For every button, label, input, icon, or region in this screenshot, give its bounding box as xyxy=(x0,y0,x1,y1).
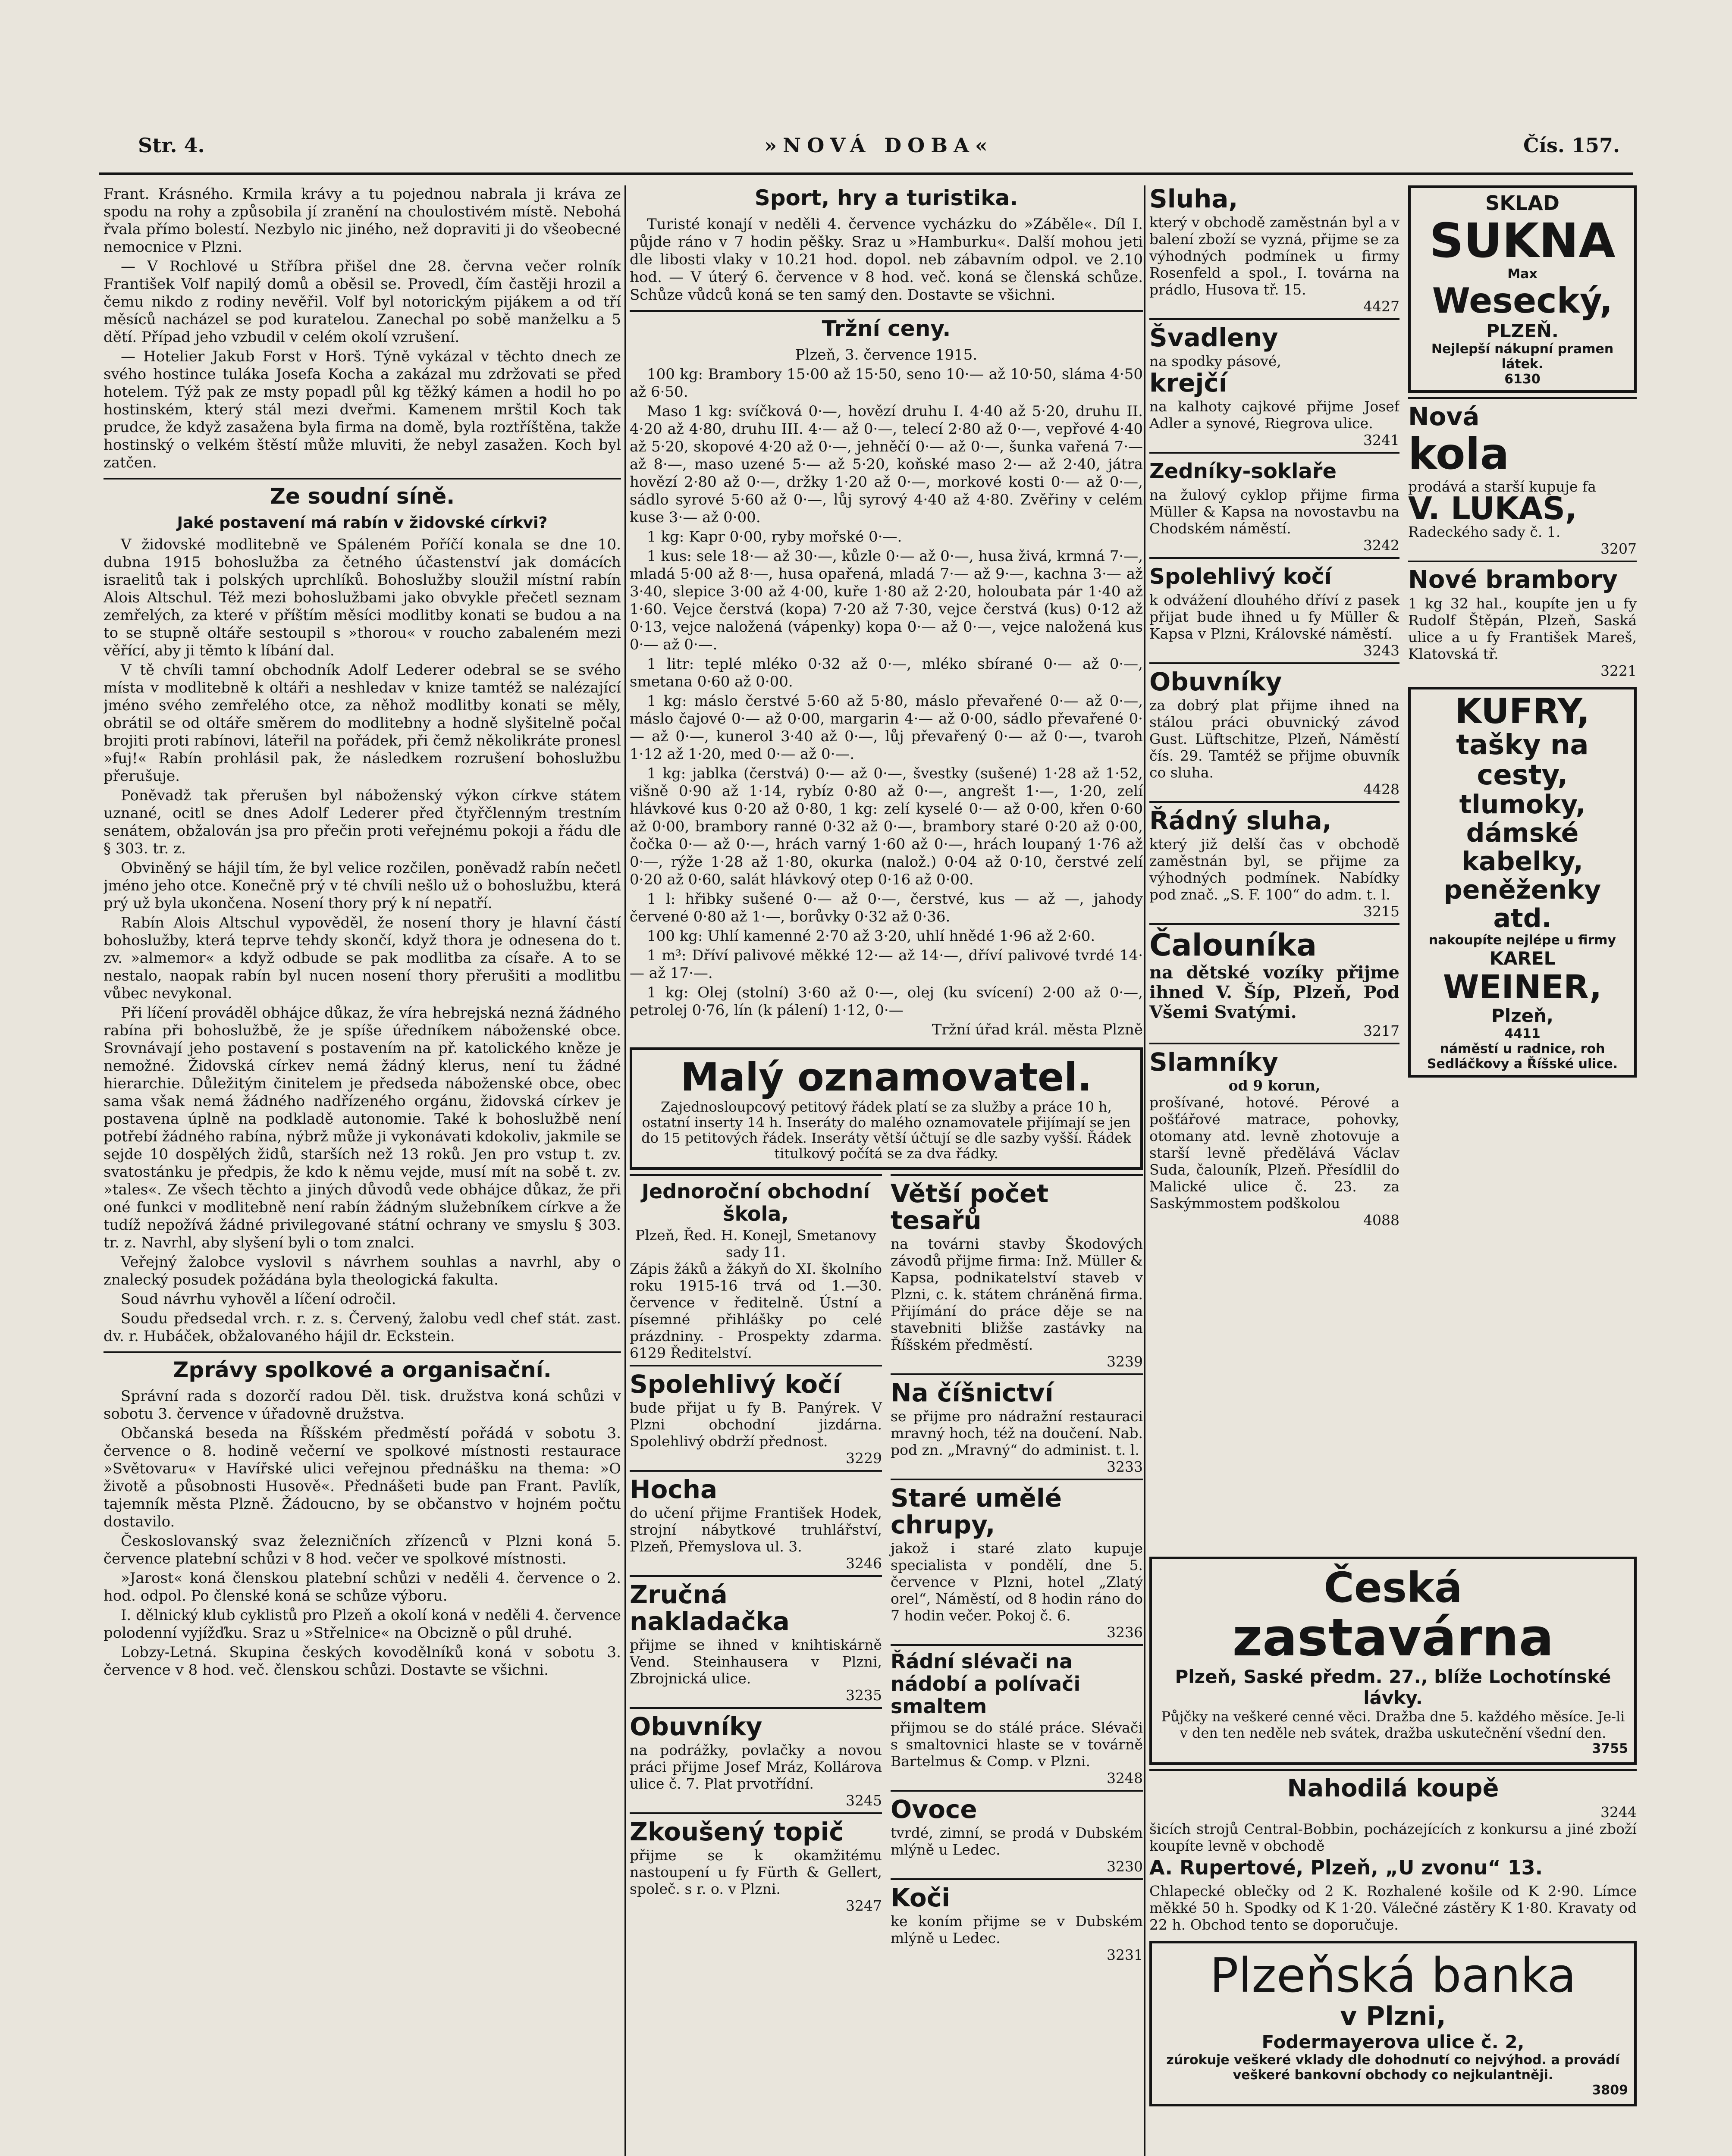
page-header xyxy=(138,129,1620,164)
column-1 xyxy=(104,185,621,2156)
ad-title: Jednoroční obchodní škola, xyxy=(641,1180,870,1225)
classifieds-rates: Zajednosloupcový petitový řádek platí se za služby a práce 10 h, ostatní inserty 14 h. Inseráty do malého oznamovatele přijímají se jen do 15 petitových řádek. Inseráty větší účtují se dle sazby vyšší. Řádek titulkový počítá se za dva řádky. xyxy=(641,1099,1131,1162)
market-prices: 1 litr: teplé mléko 0·32 až 0·—, mléko sbírané 0·— až 0·—, smetana 0·60 až 0·00. xyxy=(630,655,1143,690)
ad-number: 3245 xyxy=(846,1792,882,1809)
ad-title: Obuvníky xyxy=(1149,667,1282,696)
ad-line: Wesecký, xyxy=(1432,281,1613,321)
ad-text: ke koním přijme se v Dubském mlýně u Ledec. xyxy=(891,1913,1143,1946)
ad-title: Na číšnictví xyxy=(891,1378,1054,1407)
ad-line: Nejlepší nákupní pramen látek. xyxy=(1431,342,1614,372)
ad-number: 4427 xyxy=(1363,298,1399,315)
article-paragraph: Soudu předsedal vrch. r. z. s. Červený, žalobu vedl chef stát. zast. dv. r. Hubáček, obžalovaného hájil dr. Eckstein. xyxy=(104,1310,621,1345)
masthead: »NOVÁ DOBA« xyxy=(764,134,994,157)
ad-text: prošívané, hotové. Pérové a pošťářové matrace, pohovky, otomany atd. levně zhotovuje a starší levně předělává Václav Suda, čalouník, Plzeň. Přesídlil do Malické ulice č. 23. za Saskýmmostem podškolou xyxy=(1149,1094,1399,1212)
nahodila-koupe-ad xyxy=(1149,1769,1637,1937)
classified-ad xyxy=(1149,1043,1399,1232)
ad-text: k odvážení dlouhého dříví z pasek přijat bude ihned u fy Müller & Kapsa v Plzni, Královské náměstí. xyxy=(1149,592,1399,642)
ad-line: PLZEŇ. xyxy=(1486,320,1559,342)
ad-title: Spolehlivý kočí xyxy=(1149,564,1332,589)
ad-number: 3247 xyxy=(846,1897,882,1914)
classified-ad xyxy=(891,1479,1143,1644)
ad-number: 3755 xyxy=(1592,1741,1628,1756)
ad-line: tašky na cesty, xyxy=(1456,729,1589,791)
ad-text: Radeckého sady č. 1. xyxy=(1408,523,1561,540)
column-divider xyxy=(624,185,626,2156)
ad-text: 1 kg 32 hal., koupíte jen u fy Rudolf Štěpán, Plzeň, Saská ulice a u fy František Mareš, Klatovská tř. xyxy=(1408,595,1637,662)
ad-title: Spolehlivý kočí xyxy=(630,1369,841,1399)
ad-title: Nová xyxy=(1408,402,1480,431)
ad-text: na podrážky, povlačky a novou práci přijme Josef Mráz, Kollárova ulice č. 7. Plat prvotřídní. xyxy=(630,1742,882,1792)
market-signature: Tržní úřad král. města Plzně xyxy=(932,1021,1143,1038)
market-prices: 1 kg: Olej (stolní) 3·60 až 0·—, olej (ku svícení) 2·00 až 0·—, petrolej 0·76, lín (k pálení) 1·12, 0·— xyxy=(630,984,1143,1019)
classified-ad xyxy=(891,1174,1143,1373)
ad-line: nakoupíte nejlépe u firmy xyxy=(1428,933,1616,948)
ad-title: Hocha xyxy=(630,1475,718,1504)
ad-title: Staré umělé chrupy, xyxy=(891,1483,1062,1539)
ad-title: Obuvníky xyxy=(630,1712,762,1741)
classified-ad xyxy=(1149,452,1399,557)
issue-number: Čís. 157. xyxy=(1523,134,1620,157)
article-paragraph: — Hotelier Jakub Forst v Horš. Týně vykázal v těchto dnech ze svého hostince tuláka Josefa Kocha a zakázal mu zdržovati se před hotelem. Týž pak ze msty popadl půl kg těžký kámen a hodil ho po hostinském, který stál mezi dveřmi. Kamenem mrštil Koch tak prudce, že když zasažena byla firma na domě, byla roztříštěna, takže hostinský o velkém štěstí může mluviti, že nebyl zasažen. Koch byl zatčen. xyxy=(104,348,621,471)
ad-text: bude přijat u fy B. Panýrek. V Plzni obchodní jizdárna. Spolehlivý obdrží přednost. xyxy=(630,1399,882,1450)
ad-firm: V. LUKAS, xyxy=(1408,490,1577,526)
ad-number: 3207 xyxy=(1600,540,1637,557)
article-paragraph: Při líčení prováděl obhájce důkaz, že víra hebrejská nezná žádného rabína při bohoslužbě, že je spíše úředníkem náboženské obce. Srovnávají jeho postavení s postavením na př. katolického kněze je nemožné. Židovská církev nemá žádný klerus, není tu žádné hierarchie. Důležitým činitelem je předseda náboženské obce, obec sama však nemá žádného nadřízeného orgánu, židovská církev je postavena úplně na podkladě autonomie. Také k bohoslužbě není potřebí žádného rabína, nýbrž může ji vykonávati kdokoliv, jakmile se sejde 10 dospělých židů, starších než 13 roků. Jen pro vstup t. zv. svatostánku je předpis, že kdo k němu vejde, musí mít na sobě t. zv. »tales«. Ze všech těchto a jiných důvodů vede obhájce důkaz, že při oné funkci v modlitebně není rabín žádným služebníkem církve a že tudíž nepožívá žádné privilegované státní ochrany ve smyslu § 303. tr. z. Navrhl, aby slyšení byli o tom znalci. xyxy=(104,1004,621,1251)
classifieds-right xyxy=(891,1174,1143,1967)
ad-number: 3233 xyxy=(1107,1458,1143,1475)
column-4-display-ads xyxy=(1408,185,1637,1542)
ad-number: 3221 xyxy=(1600,662,1637,679)
ad-text: se přijme pro nádražní restauraci mravný hoch, též na doučení. Nab. pod zn. „Mravný“ do administ. t. l. xyxy=(891,1408,1143,1458)
ad-text: přijme se ihned v knihtiskárně Vend. Steinhausera v Plzni, Zbrojnická ulice. xyxy=(630,1636,882,1687)
ad-title: Čalouníka xyxy=(1149,928,1317,963)
ad-text: na továrni stavby Škodových závodů přijme firma: Inž. Müller & Kapsa, podnikatelství staveb v Plzni, c. k. státem chráněná firma. Přijímání do práce děje se na stavebniti bližše zastávky na Říšském předměstí. xyxy=(891,1235,1143,1353)
ad-firm: A. Rupertové, Plzeň, „U zvonu“ 13. xyxy=(1149,1856,1543,1879)
ad-title: krejčí xyxy=(1149,368,1227,398)
ad-text: tvrdé, zimní, se prodá v Dubském mlýně u Ledec. xyxy=(891,1824,1143,1858)
market-prices: 1 kg: Kapr 0·00, ryby mořské 0·—. xyxy=(647,528,902,545)
article-paragraph: »Jarost« koná členskou platební schůzi v neděli 4. července o 2. hod. odpol. Po členské koná se schůze výboru. xyxy=(104,1570,621,1604)
market-prices: 1 kg: jablka (čerstvá) 0·— až 0·—, švestky (sušené) 1·28 až 1·52, višně 0·90 až 1·14, rybíz 0·80 až 0·—, angrešt 1·—, 1·20, zelí hlávkové kus 0·20 až 0·80, 1 kg: zelí kyselé 0·— až 0·00, křen 0·60 až 0·00, brambory ranné 0·32 až 0·—, brambory staré 0·20 až 0·00, čočka 0·— až 0·—, hrách varný 1·60 až 0·—, hrách loupaný 1·76 až 0·—, rýže 1·28 až 1·80, okurka (nalož.) 0·04 až 0·10, čerstvé zelí 0·20 až 0·60, salát hlávkový otep 0·16 až 0·00. xyxy=(630,765,1143,888)
article-title: Jaké postavení má rabín v židovské církvi? xyxy=(177,514,548,532)
ad-number: 4428 xyxy=(1363,781,1399,798)
ad-title: Zručná nakladačka xyxy=(630,1580,790,1636)
classified-ad xyxy=(630,1707,882,1812)
article-paragraph: I. dělnický klub cyklistů pro Plzeň a okolí koná v neděli 4. července polodenní vyjížďku. Sraz u »Střelnice« na Obcizně o půl druhé. xyxy=(104,1607,621,1642)
ad-number: 3246 xyxy=(846,1555,882,1572)
ad-number: 3230 xyxy=(1107,1858,1143,1875)
kufry-ad xyxy=(1408,687,1637,1078)
market-prices: 100 kg: Brambory 15·00 až 15·50, seno 10·— až 10·50, sláma 4·50 až 6·50. xyxy=(630,366,1143,401)
article-paragraph: V tě chvíli tamní obchodník Adolf Lederer odebral se se svého místa v modlitebně k oltáři a neshledav v knize tamtéž se nalézající jméno svého zemřelého otce, za něhož modlitby konati se měly, obrátil se od oltáře směrem do modlitebny a hodně slyšitelně počal brojiti proti rabínovi, láteřil na pořádek, při čemž několikráte pronesl »fuj!« Rabín prohlásil pak, že následkem rozrušení bohoslužbu přerušuje. xyxy=(104,661,621,785)
kola-ad xyxy=(1408,397,1637,561)
sukna-ad xyxy=(1408,185,1637,393)
section-heading: Ze soudní síně. xyxy=(104,478,621,509)
article-paragraph: Turisté konají v neděli 4. července vycházku do »Záběle«. Díl I. půjde ráno v 7 hodin pěšky. Sraz u »Hamburku«. Další mohou jeti dle libosti vlaky v 10.21 hod. dopol. neb zábavním odpol. ve 2.10 hod. — V úterý 6. července v 8 hod. več. koná se členská schůze. Schůze vůdců koná se ten samý den. Dostavte se všichni. xyxy=(630,216,1143,304)
article-paragraph: Frant. Krásného. Krmila krávy a tu pojednou nabrala ji kráva ze spodu na rohy a způsobila jí zranění na choulostivém místě. Nebohá řvala přímo bolestí. Nezbylo nic jiného, než dopraviti ji do všeobecné nemocnice v Plzni. xyxy=(104,185,621,256)
ad-text: do učení přijme František Hodek, strojní nábytkové truhlářství, Plzeň, Přemyslova ul. 3. xyxy=(630,1504,882,1555)
column-2 xyxy=(630,185,1143,2156)
ad-title: Řádní slévači na nádobí a polívači smaltem xyxy=(891,1650,1081,1718)
classifieds-box xyxy=(630,1047,1143,1170)
ad-text: na kalhoty cajkové přijme Josef Adler a synové, Riegrova ulice. xyxy=(1149,398,1399,432)
classified-ad xyxy=(630,1470,882,1575)
ad-number: 3248 xyxy=(1107,1770,1143,1786)
ad-number: 6130 xyxy=(1504,372,1541,387)
classified-ad xyxy=(1149,923,1399,1043)
ad-line: Plzeňská banka xyxy=(1210,1948,1576,2003)
ad-line: Česká xyxy=(1324,1564,1462,1612)
section-heading: Zprávy spolkové a organisační. xyxy=(104,1351,621,1382)
ad-title: Řádný sluha, xyxy=(1149,806,1332,835)
ad-number: 3242 xyxy=(1363,537,1399,554)
market-prices: 1 m³: Dříví palivové měkké 12·— až 14·—, dříví palivové tvrdé 14·— až 17·—. xyxy=(630,947,1143,982)
classified-ad xyxy=(1149,662,1399,801)
classifieds-columns xyxy=(630,1174,1143,1967)
classifieds-left xyxy=(630,1174,882,1967)
market-prices: 1 kg: máslo čerstvé 5·60 až 5·80, máslo převařené 0·— až 0·—, máslo čajové 0·— až 0·00, margarin 4·— až 0·00, sádlo převařené 0·— až 0·—, kunerol 3·40 až 0·—, lůj převařený 0·— až 0·—, tvaroh 1·12 až 1·20, med 0·— až 0·—. xyxy=(630,693,1143,763)
ad-line: Plzeň, xyxy=(1491,1005,1553,1026)
ad-line: tlumoky, dámské kabelky, peněženky atd. xyxy=(1443,790,1601,934)
ad-line: WEINER, xyxy=(1443,968,1602,1006)
section-heading: Tržní ceny. xyxy=(630,310,1143,341)
classified-ad xyxy=(891,1373,1143,1479)
classified-ad xyxy=(630,1365,882,1470)
ad-text: který již delší čas v obchodě zaměstnán byl, se přijme za výhodných podmínek. Nabídky pod znač. „S. F. 100“ do adm. t. l. xyxy=(1149,836,1399,903)
ad-number: 3217 xyxy=(1363,1022,1399,1039)
ad-text: Zápis žáků a žákyň do XI. školního roku 1915-16 trvá od 1.—30. července v ředitelně. Ústní a písemné přihlášky po celé prázdniny. - Prospekty zdarma. 6129 Ředitelství. xyxy=(630,1260,882,1361)
ad-title: Nové brambory xyxy=(1408,566,1618,594)
ad-title: Švadleny xyxy=(1149,323,1278,352)
article-paragraph: Rabín Alois Altschul vypověděl, že nosení thory je hlavní částí bohoslužby, která teprve tehdy skončí, když thora je odnesena do t. zv. »almemor« a když odbude se pak modlitba za císaře. A to se nestalo, naopak rabín byl nucen nosení thory přerušiti a modlitbu vůbec nevykonal. xyxy=(104,914,621,1002)
article-paragraph: Správní rada s dozorčí radou Děl. tisk. družstva koná schůzi v sobotu 3. července v úřadovně družstva. xyxy=(104,1388,621,1423)
brambory-ad xyxy=(1408,561,1637,683)
zastavarna-ad xyxy=(1149,1557,1637,1765)
ad-text: prodává a starší kupuje fa xyxy=(1408,478,1596,495)
market-prices: 100 kg: Uhlí kamenné 2·70 až 3·20, uhlí hnědé 1·96 až 2·60. xyxy=(647,928,1095,945)
ad-title: Koči xyxy=(891,1883,951,1912)
ad-line: KUFRY, xyxy=(1455,691,1590,731)
ad-number: 3243 xyxy=(1363,642,1399,659)
ad-number: 3215 xyxy=(1363,903,1399,920)
article-paragraph: Soud návrhu vyhověl a líčení odročil. xyxy=(121,1291,396,1308)
ad-number: 3244 xyxy=(1600,1804,1637,1821)
article-paragraph: Obviněný se hájil tím, že byl velice rozčilen, poněvadž rabín nečetl jméno jeho otce. Konečně prý v té chvíli nešlo už o bohoslužbu, která prý už byla ukončena. Nosení thory prý k ní nepatří. xyxy=(104,859,621,912)
ad-subtitle: Plzeň, Řed. H. Konejl, Smetanovy sady 11. xyxy=(635,1227,877,1260)
ad-number: 3235 xyxy=(846,1687,882,1704)
ad-text: přijme se k okamžitému nastoupení u fy Fürth & Gellert, společ. s r. o. v Plzni. xyxy=(630,1847,882,1897)
ad-title: Větší počet tesařů xyxy=(891,1179,1049,1235)
classified-ad xyxy=(1149,801,1399,923)
ad-number: 3231 xyxy=(1107,1946,1143,1963)
ad-text: přijmou se do stálé práce. Slévači s smaltovnici hlaste se v továrně Bartelmus & Comp. v Plzni. xyxy=(891,1719,1143,1770)
ad-number: 3236 xyxy=(1107,1624,1143,1641)
classified-ad xyxy=(630,1812,882,1918)
article-paragraph: V židovské modlitebně ve Spáleném Poříčí konala se dne 10. dubna 1915 bohoslužba za četného účastenství jak domácích israelitů tak i polských uprchlíků. Bohoslužby sloužil místní rabín Alois Altschul. Též mezi bohoslužbami jako obvykle přečetl seznam zemřelých, za které v příštím měsíci modlitby konati se budou a na to se stupně oltáře sestoupil s »thorou« v roucho zabaleném mezi věřící, aby ji těmto k líbání dal. xyxy=(104,536,621,659)
ad-text: Chlapecké oblečky od 2 K. Rozhalené košile od K 2·90. Límce měkké 50 h. Spodky od K 1·20. Válečné zástěry K 1·80. Kravaty od 22 h. Obchod tento se doporučuje. xyxy=(1149,1883,1637,1933)
ad-text: na žulový cyklop přijme firma Müller & Kapsa na novostavbu na Chodském náměstí. xyxy=(1149,486,1399,537)
ad-title: Ovoce xyxy=(891,1795,977,1824)
classified-ad xyxy=(891,1790,1143,1878)
page-number: Str. 4. xyxy=(138,134,205,157)
ad-text: šicích strojů Central-Bobbin, pocházejících z konkursu a jiné zboží koupíte levně v obchodě xyxy=(1149,1821,1637,1854)
market-prices: 1 kus: sele 18·— až 30·—, kůzle 0·— až 0·—, husa živá, krmná 7·—, mladá 5·00 až 8·—, husa opařená, mladá 7·— až 9·—, kachna 3·— až 3·40, slepice 3·00 až 4·00, kuře 1·80 až 2·20, holoubata pár 1·40 až 1·60. Vejce čerstvá (kopa) 7·20 až 7·30, vejce čerstvá (kus) 0·12 až 0·13, vejce naložená (vápenky) kopa 0·— až 0·—, vejce naložená kus 0·— až 0·—. xyxy=(630,548,1143,653)
dateline: Plzeň, 3. července 1915. xyxy=(795,346,978,364)
ad-text: za dobrý plat přijme ihned na stálou práci obuvnický závod Gust. Lüftschitze, Plzeň, Náměstí čís. 29. Tamtéž se přijme obuvník co sluha. xyxy=(1149,697,1399,781)
ad-number: 4088 xyxy=(1363,1212,1399,1228)
classified-ad xyxy=(1149,557,1399,662)
classified-ad xyxy=(1149,185,1399,318)
article-paragraph: Poněvadž tak přerušen byl náboženský výkon církve státem uznané, ocitl se dnes Adolf Lederer před čtyřčlenným trestním senátem, obžalován jsa pro přečin proti veřejnému pokoji a řádu dle § 303. tr. z. xyxy=(104,787,621,857)
ad-line: Plzeň, Saské předm. 27., blíže Lochotínské lávky. xyxy=(1175,1666,1611,1708)
article-paragraph: Českoslovanský svaz železničních zřízenců v Plzni koná 5. července platební schůzi v 8 hod. večer ve spolkové místnosti. xyxy=(104,1532,621,1567)
ad-number: 4411 xyxy=(1504,1026,1541,1041)
ad-line: náměstí u radnice, roh Sedláčkovy a Říšské ulice. xyxy=(1427,1041,1618,1072)
ad-line: zúrokuje veškeré vklady dle dohodnutí co nejvýhod. a provádí veškeré bankovní obchody co nejkulantněji. xyxy=(1166,2053,1620,2083)
ad-title: Slamníky xyxy=(1149,1047,1278,1077)
ad-title: Zedníky-soklaře xyxy=(1149,459,1337,483)
article-paragraph: Veřejný žalobce vyslovil s návrhem souhlas a navrhl, aby o znalecký posudek požádána byla theologická fakulta. xyxy=(104,1253,621,1288)
ad-text: jakož i staré zlato kupuje specialista v pondělí, dne 5. července v Plzni, hotel „Zlatý orel“, Náměstí, od 8 hodin ráno do 7 hodin večer. Pokoj č. 6. xyxy=(891,1540,1143,1624)
classified-ad xyxy=(630,1575,882,1707)
wide-ads xyxy=(1149,1557,1637,2111)
ad-line: SUKNA xyxy=(1429,213,1616,268)
ad-number: 3229 xyxy=(846,1450,882,1467)
market-prices: Maso 1 kg: svíčková 0·—, hovězí druhu I. 4·40 až 5·20, druhu II. 4·20 až 4·80, druhu III. 4·— až 0·—, telecí 2·80 až 0·—, vepřové 4·40 až 5·20, skopové 4·20 až 0·—, jehněčí 0·— až 0·—, šunka vařená 7·— až 8·—, maso uzené 5·— až 5·20, koňské maso 2·— až 2·40, játra hovězí 2·80 až 0·—, držky 1·20 až 0·—, morkové kosti 0·— až 0·—, sádlo syrové 5·60 až 0·—, lůj syrový 4·40 až 4·80. Zvěřiny v celém kuse 3·— až 0·00. xyxy=(630,403,1143,526)
ad-line: Půjčky na veškeré cenné věci. Dražba dne 5. každého měsíce. Je-li v den ten neděle neb svátek, dražba uskutečnění všední den. xyxy=(1161,1708,1625,1741)
ad-text: který v obchodě zaměstnán byl a v balení zboží se vyzná, přijme se za výhodných podmínek u firmy Rosenfeld a spol., I. továrna na prádlo, Husova tř. 15. xyxy=(1149,214,1399,298)
column-3-classifieds xyxy=(1149,185,1399,1542)
ad-title: Nahodilá koupě xyxy=(1287,1774,1499,1802)
ad-line: zastavárna xyxy=(1232,1608,1554,1668)
ad-line: SKLAD xyxy=(1485,191,1559,215)
article-paragraph: Lobzy-Letná. Skupina českých kovodělníků koná v sobotu 3. července v 8 hod. več. členskou schůzi. Dostavte se všichni. xyxy=(104,1644,621,1679)
classified-ad xyxy=(1149,318,1399,452)
article-paragraph: — V Rochlové u Stříbra přišel dne 28. června večer rolník František Volf napilý domů a oběsil se. Provedl, čím častěji hrozil a čemu nikdo z rodiny nevěřil. Volf byl notorickým pijákem a od tří měsíců nacházel se pod kuratelou. Zanechal po sobě manželku a 5 dětí. Případ jeho vzbudil v celém okolí vzrušení. xyxy=(104,258,621,346)
ad-line: Fodermayerova ulice č. 2, xyxy=(1261,2031,1525,2053)
ad-title: Zkoušený topič xyxy=(630,1817,844,1846)
column-divider xyxy=(1144,185,1145,2156)
market-prices: 1 l: hřibky sušené 0·— až 0·—, čerstvé, kus — až —, jahody červené 0·80 až 1·—, borůvky 0·32 až 0·36. xyxy=(630,890,1143,925)
classified-ad xyxy=(891,1644,1143,1790)
ad-title: kola xyxy=(1408,429,1509,479)
ad-title: Sluha, xyxy=(1149,185,1238,213)
classified-ad xyxy=(630,1174,882,1365)
classified-ad xyxy=(891,1878,1143,1967)
ad-line: KAREL xyxy=(1489,948,1556,969)
ad-text: na spodky pásové, xyxy=(1149,353,1281,370)
ad-line: Max xyxy=(1507,266,1537,282)
ad-line: v Plzni, xyxy=(1340,2001,1446,2031)
section-heading: Sport, hry a turistika. xyxy=(754,185,1018,210)
ad-number: 3809 xyxy=(1592,2083,1628,2098)
ad-text: na dětské vozíky přijme ihned V. Šíp, Plzeň, Pod Všemi Svatými. xyxy=(1149,962,1399,1022)
classifieds-title: Malý oznamovatel. xyxy=(680,1055,1092,1100)
ad-number: 3241 xyxy=(1363,432,1399,448)
plzenska-banka-ad xyxy=(1149,1941,1637,2106)
ad-subtitle: od 9 korun, xyxy=(1228,1077,1321,1094)
header-rule xyxy=(99,172,1633,175)
ad-number: 3239 xyxy=(1107,1353,1143,1370)
article-paragraph: Občanská beseda na Říšském předměstí pořádá v sobotu 3. července o 8. hodině večerní ve spolkové místnosti restaurace »Světovaru« v Havířské ulici veřejnou přednášku na thema: »O životě a působnosti Husově«. Přednášeti bude pan Frant. Pavlík, tajemník města Plzně. Žádoucno, by se občanstvo v hojném počtu dostavilo. xyxy=(104,1425,621,1530)
